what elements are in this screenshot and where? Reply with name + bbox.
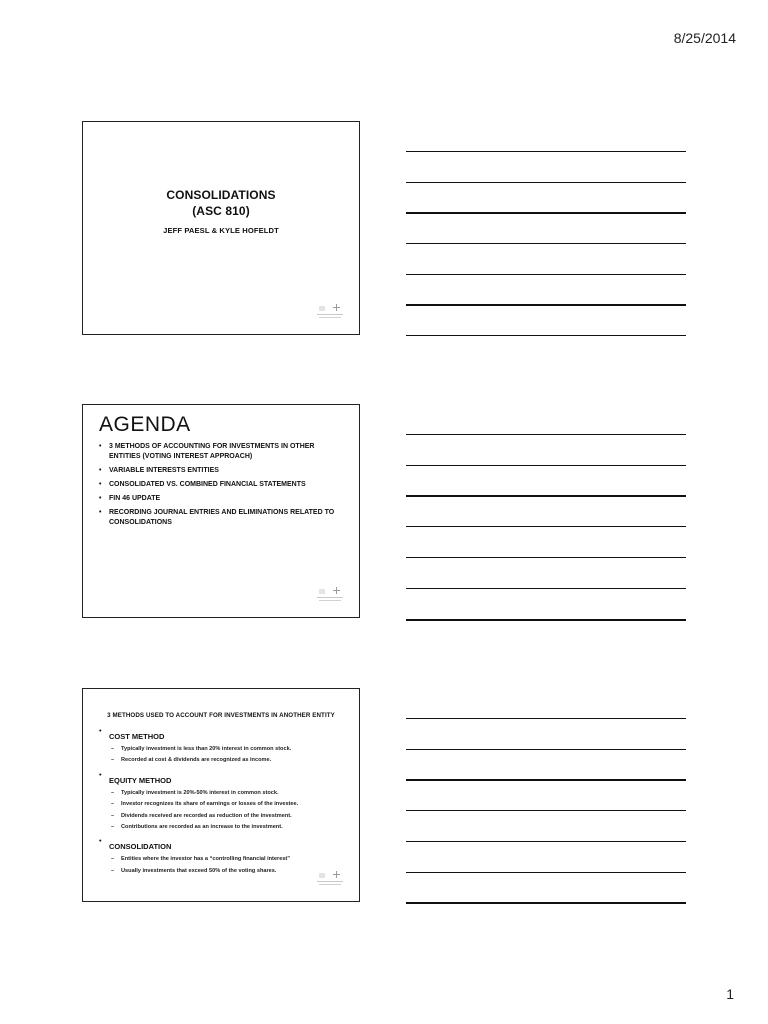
agenda-item: • VARIABLE INTERESTS ENTITIES [99, 467, 219, 474]
note-line [406, 718, 686, 719]
note-line [406, 872, 686, 873]
note-line [406, 526, 686, 527]
note-line [406, 841, 686, 842]
firm-logo-icon [315, 587, 345, 605]
note-line [406, 274, 686, 275]
method-item-consolidation: • CONSOLIDATION – Entities where the investor has a “controlling financial interest” – Usually investments that exceed 50% of the voting shares. [99, 836, 349, 877]
firm-logo-icon [315, 871, 345, 889]
note-line [406, 182, 686, 183]
method-point: – Dividends received are recorded as reduction of the investment. [111, 812, 292, 819]
method-item-cost: • COST METHOD – Typically investment is less than 20% interest in common stock. – Recorded at cost & dividends are recognized as income. [99, 726, 349, 767]
agenda-item: • RECORDING JOURNAL ENTRIES AND ELIMINATIONS RELATED TO CONSOLIDATIONS [99, 509, 335, 526]
note-line [406, 749, 686, 750]
agenda-item: • 3 METHODS OF ACCOUNTING FOR INVESTMENTS IN OTHER ENTITIES (VOTING INTEREST APPROACH) [99, 443, 315, 460]
note-line [406, 335, 686, 336]
presentation-title [83, 187, 359, 219]
note-line [406, 588, 686, 589]
methods-list [99, 726, 349, 880]
note-line [406, 434, 686, 435]
note-line [406, 495, 686, 497]
note-line [406, 243, 686, 244]
method-point: – Investor recognizes its share of earnings or losses of the investee. [111, 801, 299, 808]
page-number: 1 [726, 986, 734, 1002]
print-date: 8/25/2014 [673, 30, 736, 46]
note-line [406, 151, 686, 152]
methods-heading: 3 METHODS USED TO ACCOUNT FOR INVESTMENTS IN ANOTHER ENTITY [107, 712, 335, 719]
method-point: – Usually investments that exceed 50% of the voting shares. [111, 867, 277, 874]
note-line [406, 465, 686, 466]
note-line [406, 557, 686, 558]
slide-agenda [82, 404, 360, 618]
agenda-list [99, 442, 343, 532]
note-line [406, 779, 686, 781]
method-item-equity: • EQUITY METHOD – Typically investment is 20%-50% interest in common stock. – Investor recognizes its share of earnings or losses of the investee. – Dividends received are recorded as reduction of the investment. – Contributions are recorded as an increase to the investment. [99, 770, 349, 834]
title-line-1: CONSOLIDATIONS [166, 188, 276, 202]
method-point: – Typically investment is 20%-50% interest in common stock. [111, 789, 279, 796]
note-line [406, 212, 686, 214]
slide-title [82, 121, 360, 335]
method-point: – Recorded at cost & dividends are recognized as income. [111, 757, 272, 764]
note-line [406, 304, 686, 306]
method-point: – Entities where the investor has a “controlling financial interest” [111, 856, 291, 863]
agenda-item: • CONSOLIDATED VS. COMBINED FINANCIAL STATEMENTS [99, 481, 306, 488]
presentation-authors: JEFF PAESL & KYLE HOFELDT [163, 226, 279, 235]
title-line-2: (ASC 810) [192, 204, 250, 218]
agenda-heading: AGENDA [99, 413, 191, 436]
agenda-item: • FIN 46 UPDATE [99, 495, 161, 502]
note-line [406, 902, 686, 904]
note-line [406, 810, 686, 811]
method-point: – Contributions are recorded as an increase to the investment. [111, 824, 283, 831]
method-point: – Typically investment is less than 20% interest in common stock. [111, 746, 292, 752]
note-line [406, 619, 686, 621]
firm-logo-icon [315, 304, 345, 322]
slide-methods [82, 688, 360, 902]
